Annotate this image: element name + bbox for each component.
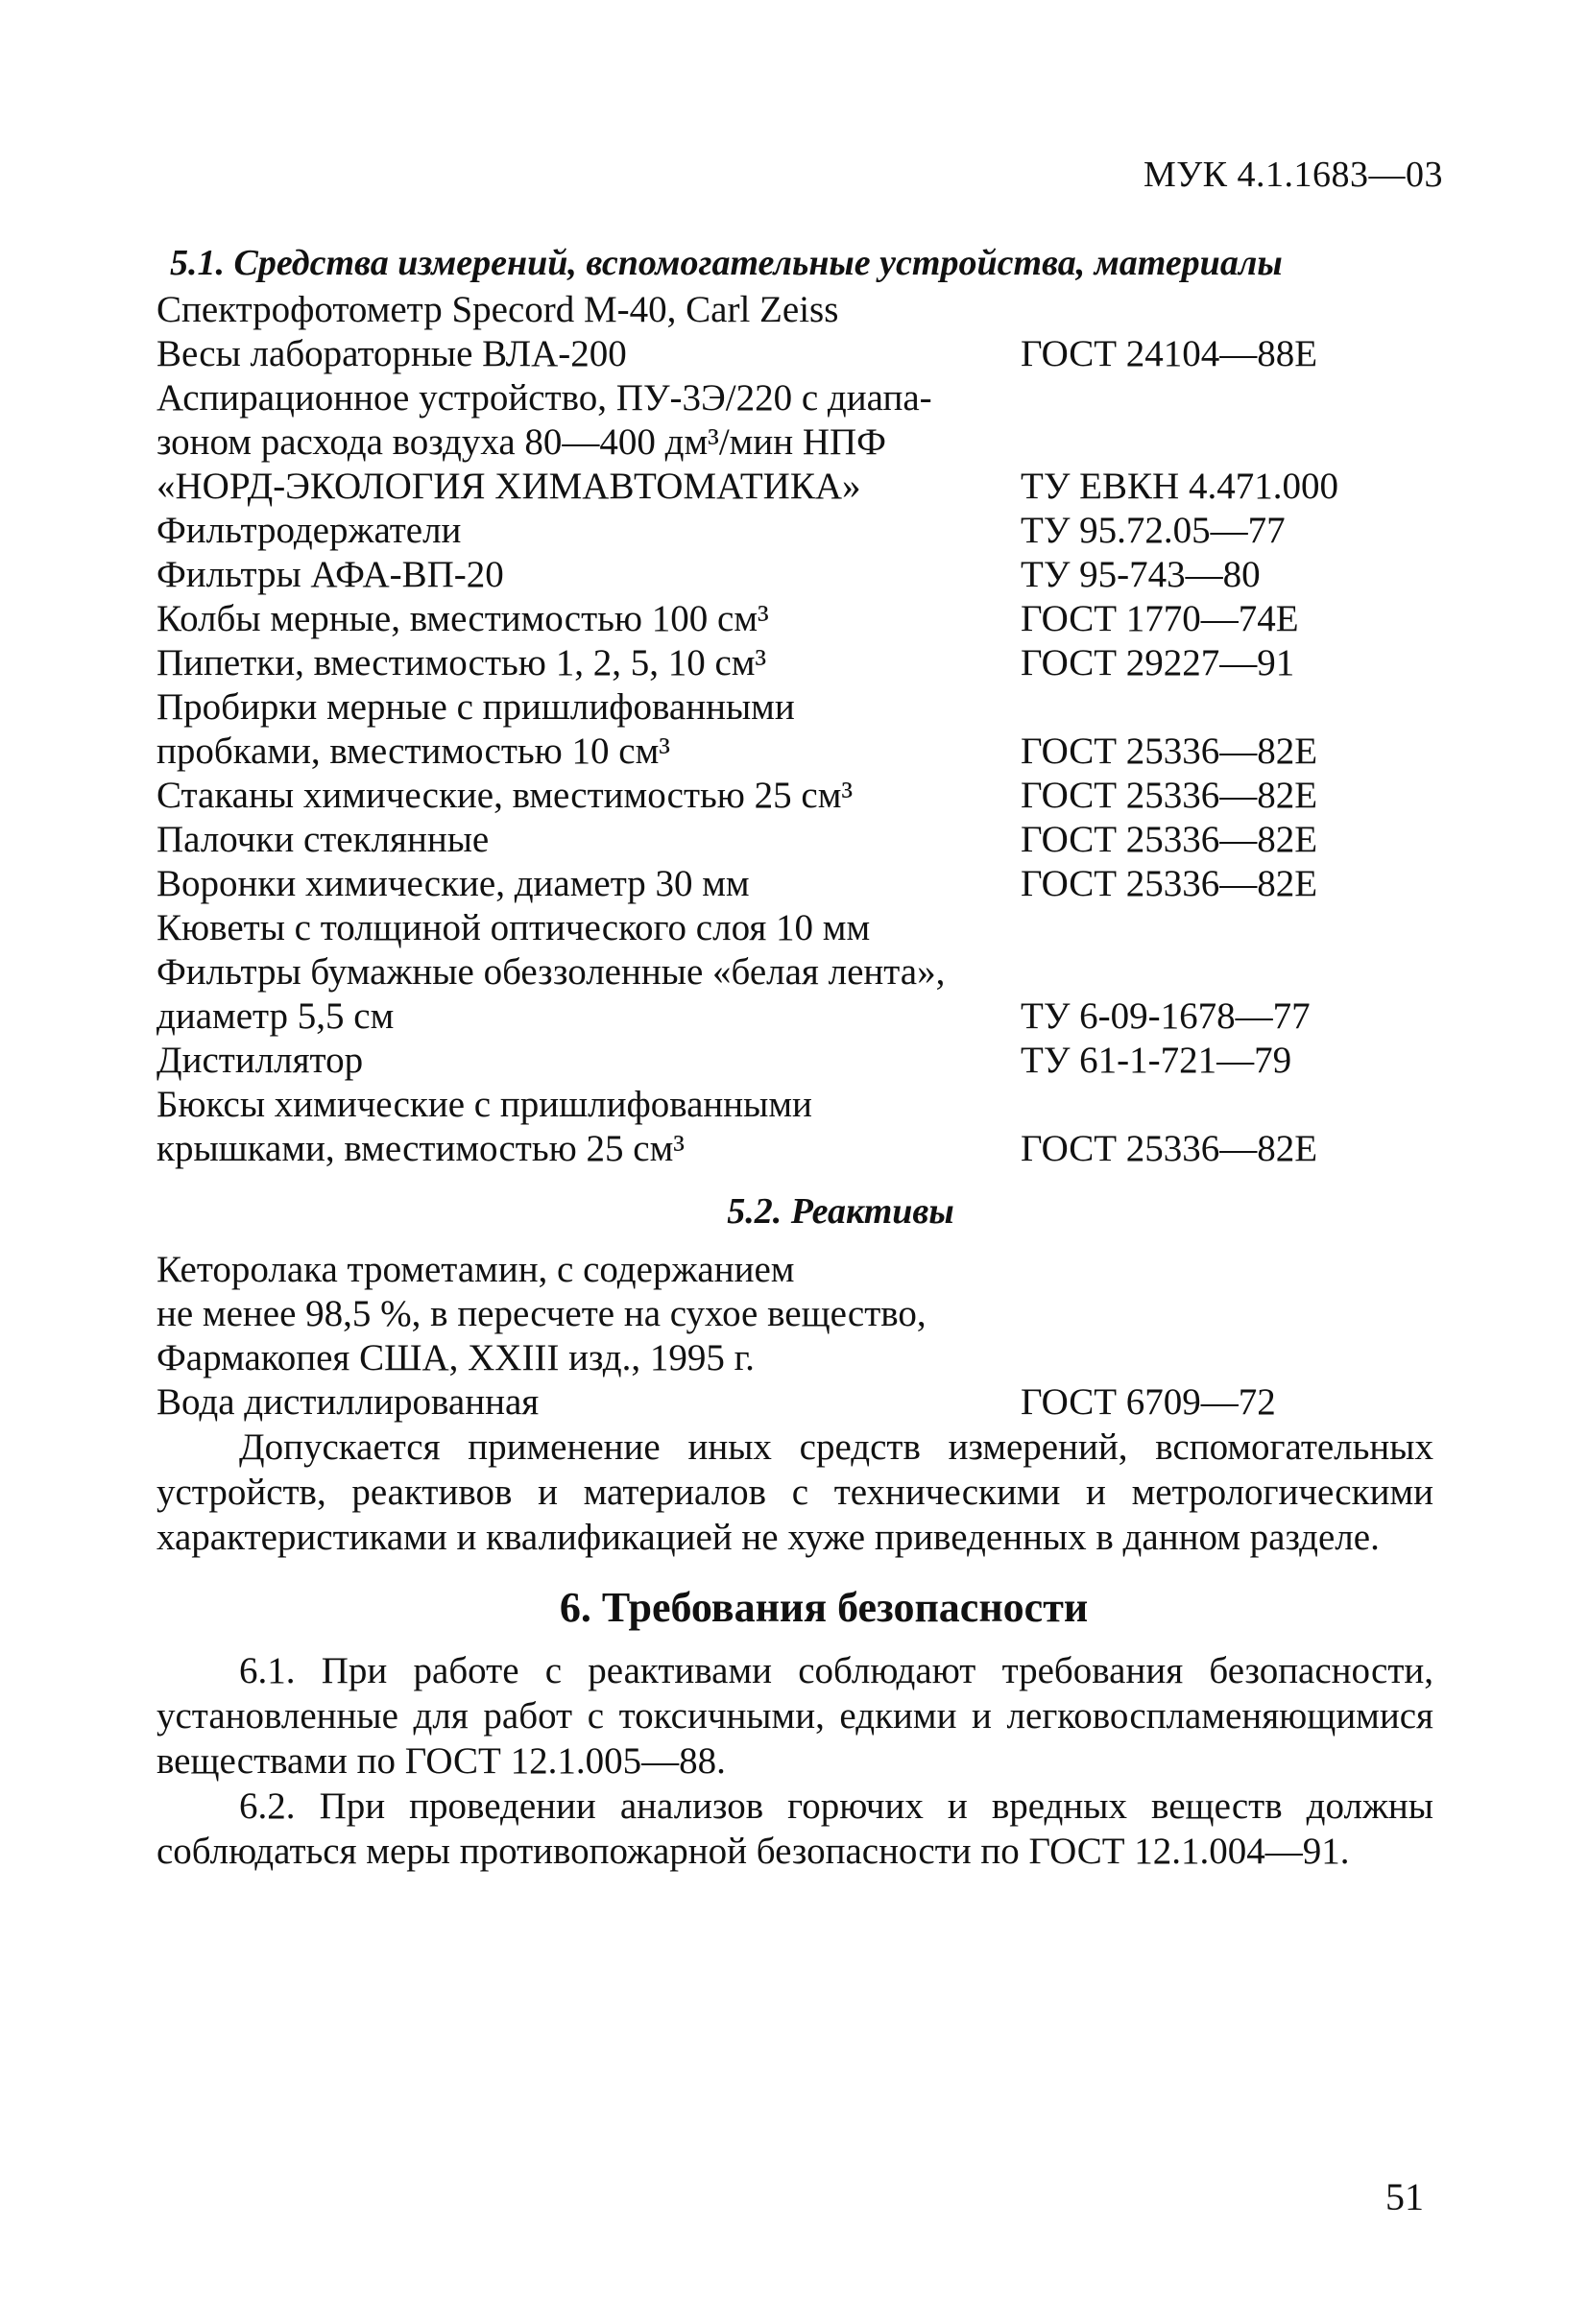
item-name: Стаканы химические, вместимостью 25 см³ [156, 775, 854, 816]
item-name: Колбы мерные, вместимостью 100 см³ [156, 598, 769, 639]
item-name: «НОРД-ЭКОЛОГИЯ ХИМАВТОМАТИКА» [156, 466, 861, 507]
item-name: Аспирационное устройство, ПУ-3Э/220 с диапа- [156, 377, 932, 419]
item-name: Кюветы с толщиной оптического слоя 10 мм [156, 907, 871, 948]
list-item [156, 685, 1433, 730]
list-item [156, 1039, 1433, 1083]
item-name: Фармакопея США, XXIII изд., 1995 г. [156, 1337, 755, 1378]
list-item [156, 597, 1433, 641]
section-5-1-heading: 5.1. Средства измерений, вспомогательные устройства, материалы [170, 243, 1283, 283]
list-item [156, 1127, 1433, 1171]
item-standard: ГОСТ 1770—74Е [1021, 598, 1299, 639]
note-paragraph: Допускается применение иных средств измерений, вспомогательных устройств, реактивов и материалов с техническими и метрологическими характеристиками и квалификацией не хуже приведенных в данном разделе. [156, 1426, 1433, 1558]
list-item [156, 332, 1433, 376]
item-standard: ТУ ЕВКН 4.471.000 [1021, 466, 1338, 507]
item-name: пробками, вместимостью 10 см³ [156, 731, 670, 772]
paragraph-6-2: 6.2. При проведении анализов горючих и вредных веществ должны соблюдаться меры противопожарной безопасности по ГОСТ 12.1.004—91. [156, 1785, 1433, 1872]
item-name: Пробирки мерные с пришлифованными [156, 686, 795, 728]
item-name: Вода дистиллированная [156, 1381, 540, 1423]
item-name: Воронки химические, диаметр 30 мм [156, 863, 750, 904]
list-item [156, 950, 1433, 994]
item-name: Весы лабораторные ВЛА-200 [156, 333, 627, 374]
item-standard: ГОСТ 25336—82Е [1021, 819, 1318, 860]
item-name: Фильтры бумажные обеззоленные «белая лента», [156, 951, 946, 993]
item-name: Пипетки, вместимостью 1, 2, 5, 10 см³ [156, 642, 767, 683]
substitution-note [156, 1425, 1433, 1560]
section-5-2-heading: 5.2. Реактивы [727, 1191, 954, 1232]
safety-requirements [156, 1648, 1433, 1874]
list-item [156, 994, 1433, 1039]
list-item [156, 818, 1433, 862]
paragraph-6-1: 6.1. При работе с реактивами соблюдают требования безопасности, установленные для работ с токсичными, едкими и легковоспламеняющимися веществами по ГОСТ 12.1.005—88. [156, 1650, 1433, 1782]
list-item [156, 509, 1433, 553]
item-standard: ГОСТ 25336—82Е [1021, 775, 1318, 816]
list-item [156, 641, 1433, 685]
page-number: 51 [1385, 2175, 1424, 2218]
item-name: не менее 98,5 %, в пересчете на сухое вещество, [156, 1293, 927, 1334]
item-standard: ГОСТ 29227—91 [1021, 642, 1295, 683]
list-item [156, 862, 1433, 906]
item-standard: ТУ 95.72.05—77 [1021, 510, 1286, 551]
item-name: Фильтры АФА-ВП-20 [156, 554, 504, 595]
reagents-list [156, 1248, 1433, 1425]
document-code: МУК 4.1.1683—03 [1143, 155, 1443, 195]
list-item [156, 376, 1433, 420]
list-item [156, 1248, 1433, 1292]
item-standard: ТУ 6-09-1678—77 [1021, 995, 1311, 1037]
item-standard: ГОСТ 25336—82Е [1021, 1128, 1318, 1169]
list-item [156, 420, 1433, 465]
list-item [156, 553, 1433, 597]
item-name: Кеторолака трометамин, с содержанием [156, 1249, 795, 1290]
list-item [156, 774, 1433, 818]
item-name: зоном расхода воздуха 80—400 дм³/мин НПФ [156, 421, 886, 463]
list-item [156, 730, 1433, 774]
section-6-heading: 6. Требования безопасности [559, 1584, 1089, 1631]
item-name: Дистиллятор [156, 1040, 364, 1081]
item-standard: ГОСТ 25336—82Е [1021, 731, 1318, 772]
item-name: Фильтродержатели [156, 510, 462, 551]
list-item [156, 1083, 1433, 1127]
list-item [156, 1292, 1433, 1336]
item-name: крышками, вместимостью 25 см³ [156, 1128, 685, 1169]
list-item [156, 465, 1433, 509]
list-item [156, 288, 1433, 332]
item-name: Палочки стеклянные [156, 819, 490, 860]
page-content [156, 238, 1433, 1874]
item-standard: ТУ 61-1-721—79 [1021, 1040, 1292, 1081]
equipment-list [156, 288, 1433, 1171]
item-standard: ГОСТ 24104—88Е [1021, 333, 1318, 374]
list-item [156, 906, 1433, 950]
item-name: Спектрофотометр Specord M-40, Carl Zeiss [156, 289, 839, 330]
list-item [156, 1380, 1433, 1425]
list-item [156, 1336, 1433, 1380]
item-name: Бюксы химические с пришлифованными [156, 1084, 812, 1125]
item-standard: ТУ 95-743—80 [1021, 554, 1261, 595]
item-standard: ГОСТ 6709—72 [1021, 1381, 1276, 1423]
item-name: диаметр 5,5 см [156, 995, 395, 1037]
item-standard: ГОСТ 25336—82Е [1021, 863, 1318, 904]
